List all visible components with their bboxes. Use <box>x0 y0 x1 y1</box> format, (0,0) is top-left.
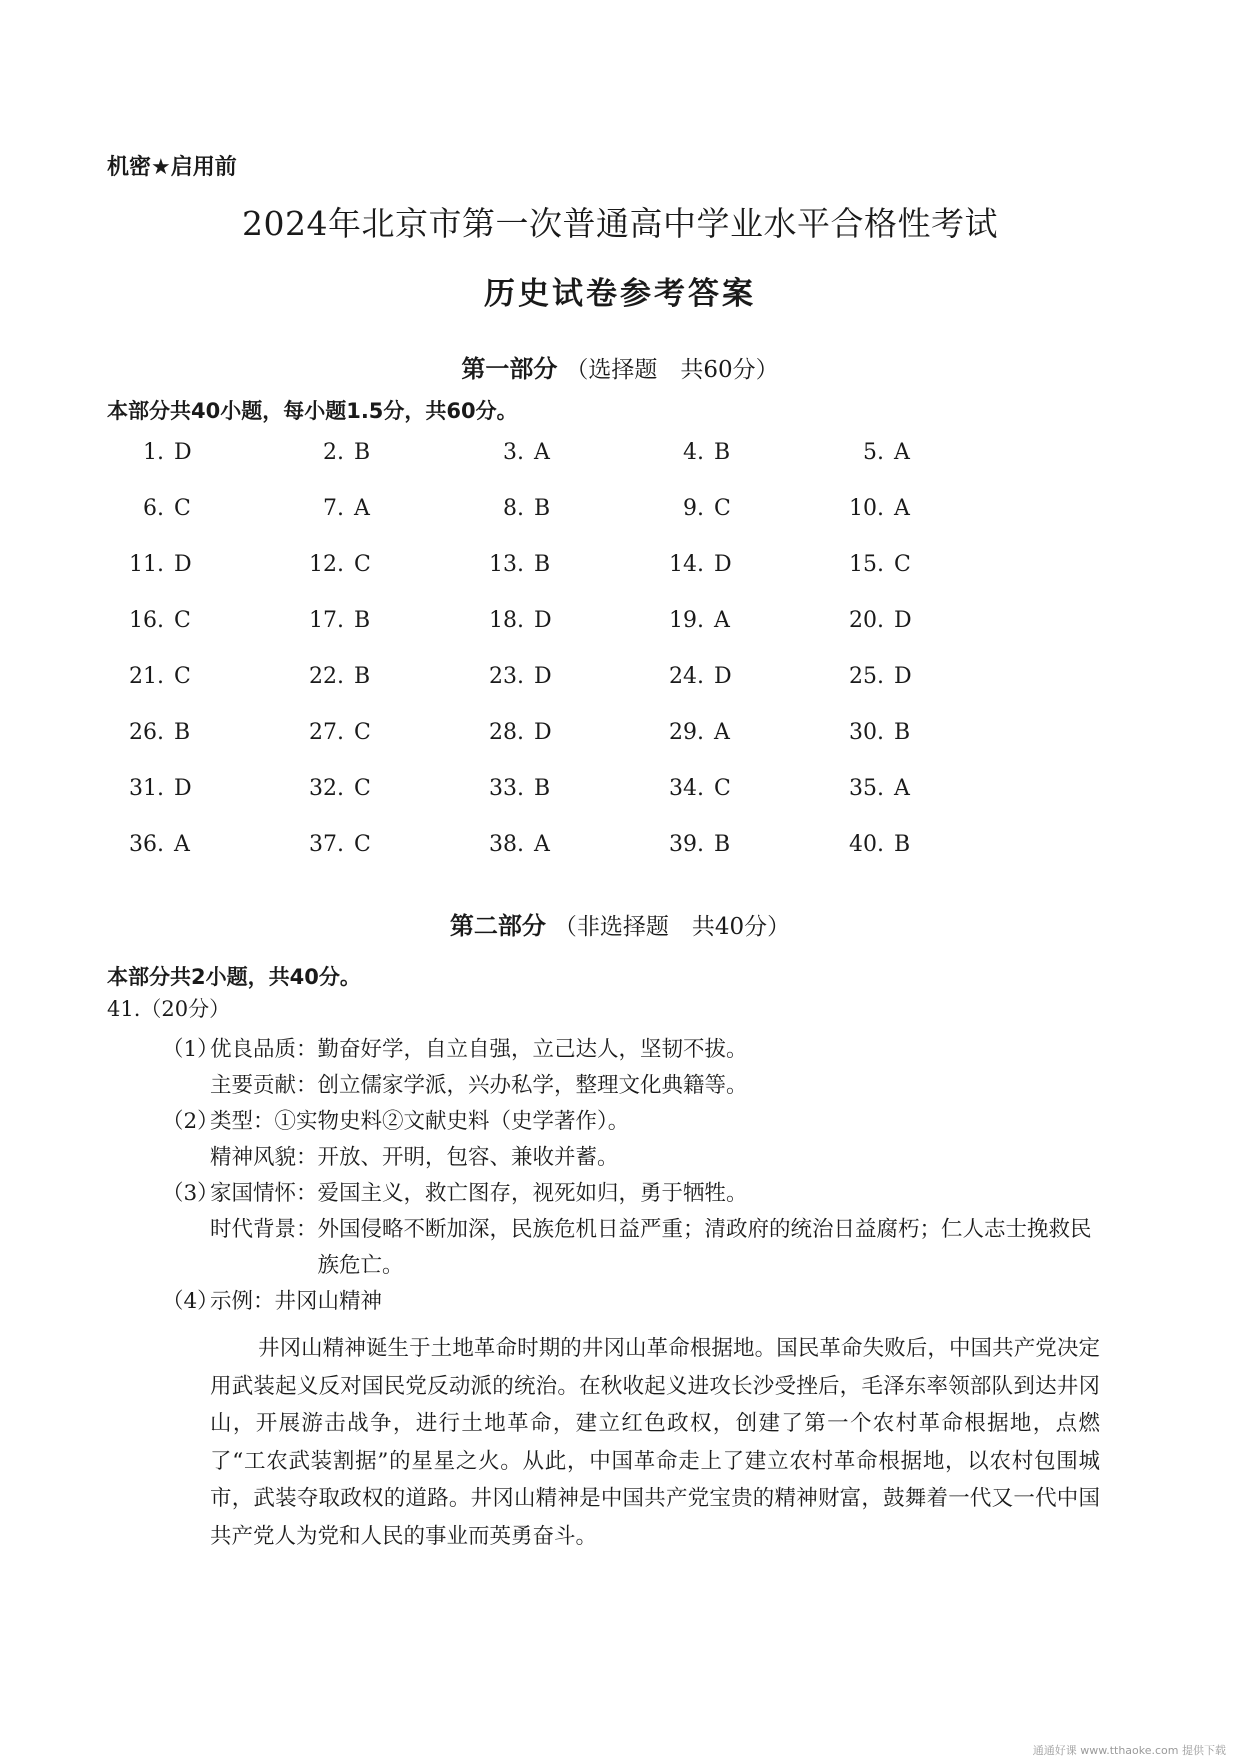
answer-choice: C <box>354 832 371 857</box>
answer-choice: D <box>894 608 912 633</box>
answer-choice: A <box>534 440 550 465</box>
part1-title: 第一部分 <box>461 355 558 383</box>
answer-choice: A <box>174 832 190 857</box>
answer-item <box>830 608 1010 664</box>
question-number: 4. <box>683 440 704 465</box>
answer-item <box>110 664 290 720</box>
part2-note: （非选择题 共40分） <box>553 914 791 940</box>
question-number: 40. <box>849 832 884 857</box>
answer-choice: C <box>354 552 371 577</box>
question-number: 7. <box>323 496 344 521</box>
answer-choice: D <box>534 720 552 745</box>
answer-item <box>110 496 290 552</box>
question-number: 31. <box>129 776 164 801</box>
question-number: 38. <box>489 832 524 857</box>
question-number: 36. <box>129 832 164 857</box>
answer-line-hanging <box>162 1212 1100 1284</box>
answer-value: 外国侵略不断加深，民族危机日益严重；清政府的统治日益腐朽；仁人志士挽救民族危亡。 <box>317 1217 1092 1278</box>
answer-choice: B <box>714 832 731 857</box>
answer-choice: D <box>534 664 552 689</box>
answer-item <box>110 776 290 832</box>
answer-item <box>470 440 650 496</box>
answer-item <box>470 608 650 664</box>
answer-row <box>110 664 1010 720</box>
answer-choice: C <box>174 608 191 633</box>
answer-item <box>470 552 650 608</box>
part-label: （4） <box>162 1289 219 1314</box>
answer-choice: D <box>174 552 192 577</box>
answer-choice: B <box>534 496 551 521</box>
answer-item <box>110 832 290 888</box>
answer-item <box>830 440 1010 496</box>
answer-item <box>470 496 650 552</box>
question-number: 24. <box>669 664 704 689</box>
answer-item <box>830 552 1010 608</box>
answer-item <box>650 440 830 496</box>
answer-key-label: 时代背景： <box>210 1217 318 1242</box>
answer-item <box>470 664 650 720</box>
question-number: 30. <box>849 720 884 745</box>
answer-item <box>290 720 470 776</box>
question-number: 22. <box>309 664 344 689</box>
answer-item <box>650 608 830 664</box>
part2-title: 第二部分 <box>449 912 546 940</box>
answer-choice: A <box>354 496 370 521</box>
answer-key-title: 历史试卷参考答案 <box>484 276 756 312</box>
question-number: 17. <box>309 608 344 633</box>
answer-choice: C <box>894 552 911 577</box>
answer-choice: A <box>714 720 730 745</box>
part1-heading <box>0 349 1240 384</box>
part1-note: （选择题 共60分） <box>565 357 779 383</box>
question-number: 5. <box>863 440 884 465</box>
answer-item <box>290 776 470 832</box>
answer-item <box>290 552 470 608</box>
question-number: 12. <box>309 552 344 577</box>
part1-intro: 本部分共40小题，每小题1.5分，共60分。 <box>107 399 518 423</box>
answer-item <box>650 720 830 776</box>
answer-item <box>830 832 1010 888</box>
answer-choice: B <box>894 720 911 745</box>
question-number: 34. <box>669 776 704 801</box>
answer-choice: B <box>354 440 371 465</box>
question-number: 14. <box>669 552 704 577</box>
question-number: 19. <box>669 608 704 633</box>
answer-row <box>110 832 1010 888</box>
answer-choice: C <box>354 720 371 745</box>
answer-choice: D <box>534 608 552 633</box>
answer-item <box>470 832 650 888</box>
question-number: 35. <box>849 776 884 801</box>
answer-line: 家国情怀：爱国主义，救亡图存，视死如归，勇于牺牲。 <box>210 1181 748 1206</box>
question-number: 8. <box>503 496 524 521</box>
answer-item <box>830 664 1010 720</box>
answer-row <box>110 552 1010 608</box>
question-41-heading: 41.（20分） <box>107 997 231 1021</box>
answer-line: 示例：井冈山精神 <box>210 1289 383 1314</box>
question-number: 32. <box>309 776 344 801</box>
part-label: （2） <box>162 1109 219 1134</box>
answer-choice: B <box>174 720 191 745</box>
answer-row <box>110 496 1010 552</box>
question-number: 28. <box>489 720 524 745</box>
answer-item <box>290 496 470 552</box>
answer-choice: B <box>354 608 371 633</box>
answer-row <box>110 440 1010 496</box>
question-number: 26. <box>129 720 164 745</box>
part-label: （3） <box>162 1181 219 1206</box>
answer-item <box>650 776 830 832</box>
question-number: 10. <box>849 496 884 521</box>
answer-row <box>110 720 1010 776</box>
answer-line: 精神风貌：开放、开明，包容、兼收并蓄。 <box>210 1145 619 1170</box>
answer-item <box>830 720 1010 776</box>
answer-item <box>290 608 470 664</box>
question-number: 23. <box>489 664 524 689</box>
answer-choice: C <box>174 664 191 689</box>
part-label: （1） <box>162 1037 219 1062</box>
answer-choice: C <box>714 496 731 521</box>
question-number: 33. <box>489 776 524 801</box>
answer-choice: A <box>534 832 550 857</box>
footer-watermark: 通通好课 www.tthaoke.com 提供下载 <box>1032 1744 1226 1757</box>
answer-item <box>290 832 470 888</box>
answer-item <box>650 832 830 888</box>
answer-row <box>110 608 1010 664</box>
answer-choice: D <box>894 664 912 689</box>
answer-item <box>470 720 650 776</box>
answer-choice: D <box>174 776 192 801</box>
question-number: 25. <box>849 664 884 689</box>
answer-choice: C <box>354 776 371 801</box>
answer-choice: B <box>714 440 731 465</box>
answer-choice: A <box>894 496 910 521</box>
part2-intro: 本部分共2小题，共40分。 <box>107 965 361 989</box>
answer-item <box>650 496 830 552</box>
answer-line: 优良品质：勤奋好学，自立自强，立己达人，坚韧不拔。 <box>210 1037 748 1062</box>
question-number: 39. <box>669 832 704 857</box>
answer-item <box>650 664 830 720</box>
answer-item <box>290 440 470 496</box>
answer-choice: C <box>714 776 731 801</box>
answer-line: 类型：①实物史料②文献史料（史学著作）。 <box>210 1109 630 1134</box>
question-number: 29. <box>669 720 704 745</box>
answer-line: 主要贡献：创立儒家学派，兴办私学，整理文化典籍等。 <box>210 1073 748 1098</box>
question-number: 13. <box>489 552 524 577</box>
answer-item <box>110 720 290 776</box>
answer-item <box>830 496 1010 552</box>
answer-choice: D <box>174 440 192 465</box>
question-number: 18. <box>489 608 524 633</box>
question-number: 3. <box>503 440 524 465</box>
question-number: 37. <box>309 832 344 857</box>
answer-choice: C <box>174 496 191 521</box>
question-number: 27. <box>309 720 344 745</box>
answer-choice: A <box>714 608 730 633</box>
part2-heading <box>0 906 1240 941</box>
exam-title: 2024年北京市第一次普通高中学业水平合格性考试 <box>242 204 998 243</box>
question-number: 6. <box>143 496 164 521</box>
answer-choice: D <box>714 664 732 689</box>
answer-choice: B <box>534 776 551 801</box>
answer-item <box>830 776 1010 832</box>
answer-part-1 <box>162 1032 1100 1320</box>
answer-choice: B <box>534 552 551 577</box>
question-number: 1. <box>143 440 164 465</box>
answer-item <box>110 552 290 608</box>
answer-choice: D <box>714 552 732 577</box>
confidential-label: 机密★启用前 <box>107 155 237 180</box>
answer-choice: A <box>894 440 910 465</box>
question-number: 20. <box>849 608 884 633</box>
question-number: 15. <box>849 552 884 577</box>
answer-choice: A <box>894 776 910 801</box>
answer-row <box>110 776 1010 832</box>
question-number: 16. <box>129 608 164 633</box>
answer-choice: B <box>354 664 371 689</box>
answer-choice: B <box>894 832 911 857</box>
answer-item <box>290 664 470 720</box>
question-number: 9. <box>683 496 704 521</box>
answer-item <box>110 440 290 496</box>
answer-grid <box>110 440 1010 888</box>
answer-item <box>470 776 650 832</box>
example-paragraph: 井冈山精神诞生于土地革命时期的井冈山革命根据地。国民革命失败后，中国共产党决定用武装起义反对国民党反动派的统治。在秋收起义进攻长沙受挫后，毛泽东率领部队到达井冈山，开展游击战争，进行土地革命，建立红色政权，创建了第一个农村革命根据地，点燃了“工农武装割据”的星星之火。从此，中国革命走上了建立农村革命根据地，以农村包围城市，武装夺取政权的道路。井冈山精神是中国共产党宝贵的精神财富，鼓舞着一代又一代中国共产党人为党和人民的事业而英勇奋斗。 <box>210 1336 1100 1549</box>
question-number: 11. <box>129 552 164 577</box>
answer-item <box>650 552 830 608</box>
question-number: 2. <box>323 440 344 465</box>
answer-item <box>110 608 290 664</box>
question-number: 21. <box>129 664 164 689</box>
